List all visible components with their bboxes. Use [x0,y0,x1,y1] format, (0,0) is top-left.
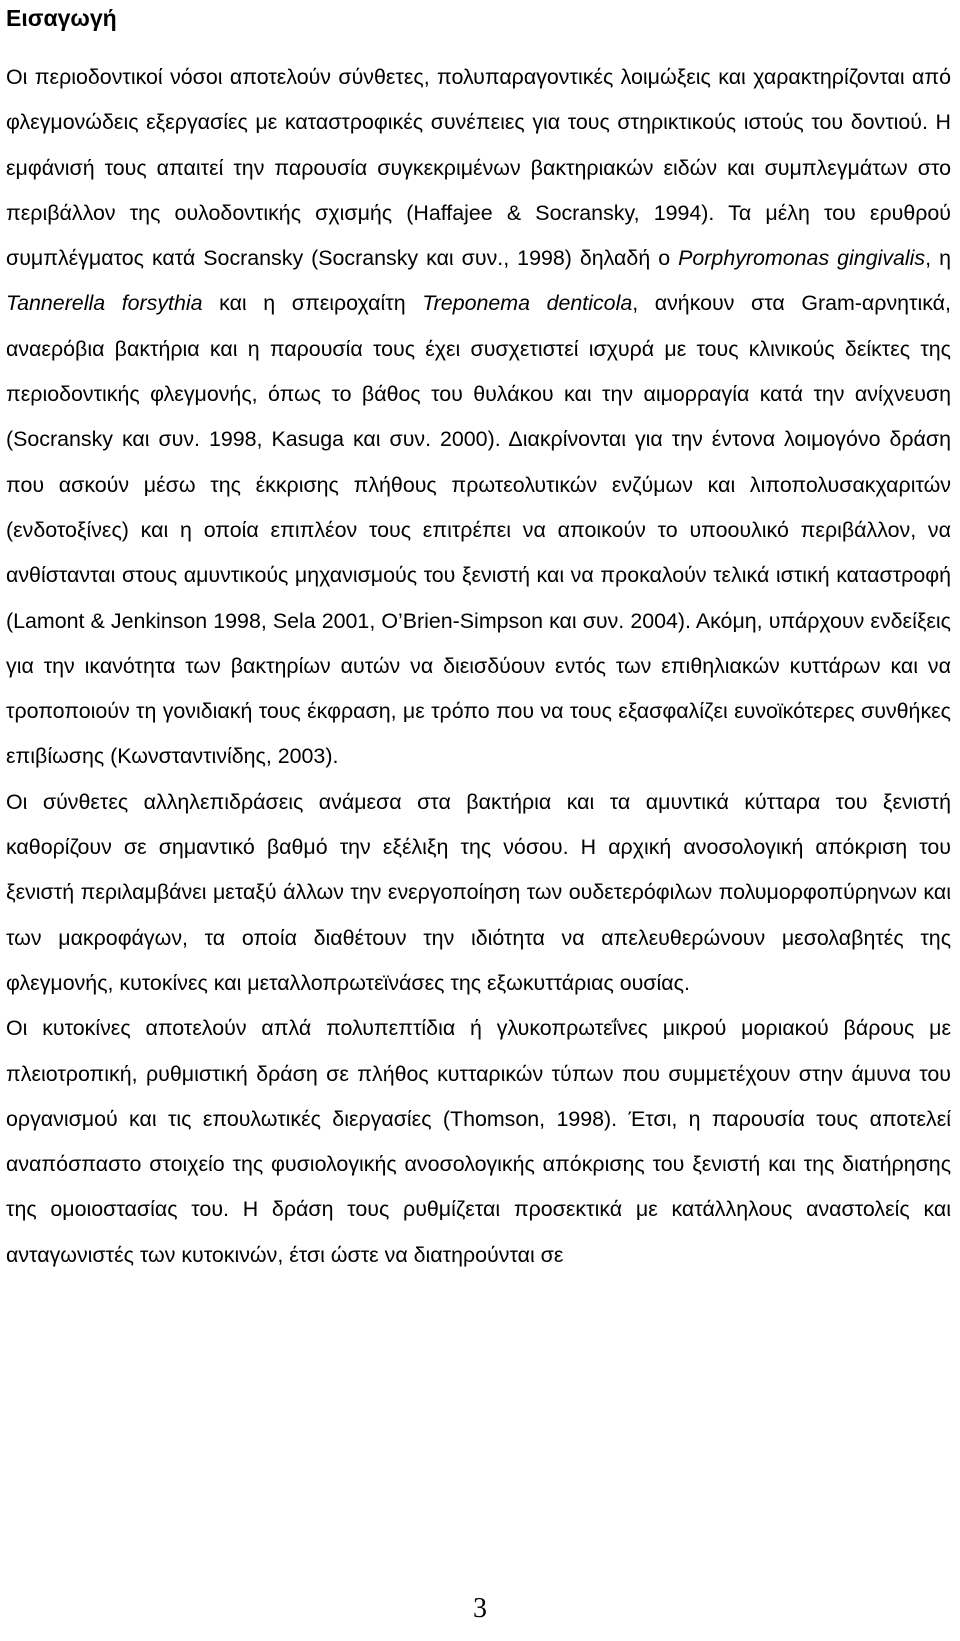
paragraph-2 [6,780,951,1006]
paragraph-1 [6,55,951,780]
species-name-italic: Tannerella forsythia [6,291,203,316]
page-number: 3 [473,1593,487,1624]
species-name-italic: Treponema denticola [422,291,633,316]
paragraph-text: Οι σύνθετες αλληλεπιδράσεις ανάμεσα στα βακτήρια και τα αμυντικά κύτταρα του ξενιστή καθορίζουν σε σημαντικό βαθμό την εξέλιξη της νόσου. Η αρχική ανοσολογική απόκριση του ξενιστή περιλαμβάνει μεταξύ άλλων την ενεργοποίηση των ουδετερόφιλων πολυμορφοπύρηνων και των μακροφάγων, τα οποία διαθέτουν την ιδιότητα να απελευθερώνουν μεσολαβητές της φλεγμονής, κυτοκίνες και μεταλλοπρωτεϊνάσες της εξωκυττάριας ουσίας. [6,789,951,995]
paragraph-text: Οι περιοδοντικοί νόσοι αποτελούν σύνθετες, πολυπαραγοντικές λοιμώξεις και χαρακτηρίζονται από φλεγμονώδεις εξεργασίες με καταστροφικές συνέπειες για τους στηρικτικούς ιστούς του δοντιού. Η εμφάνισή τους απαιτεί την παρουσία συγκεκριμένων βακτηριακών ειδών και συμπλεγμάτων στο περιβάλλον της ουλοδοντικής σχισμής (Haffajee & Socransky, 1994). Τα μέλη του ερυθρού συμπλέγματος κατά Socransky (Socransky και συν., 1998) δηλαδή ο [6,65,951,271]
paragraph-3 [6,1006,951,1278]
species-name-italic: Porphyromonas gingivalis [678,246,926,271]
document-page [6,0,951,1278]
section-heading: Εισαγωγή [6,5,117,31]
paragraph-text: Οι κυτοκίνες αποτελούν απλά πολυπεπτίδια ή γλυκοπρωτεΐνες μικρού μοριακού βάρους με πλειοτροπική, ρυθμιστική δράση σε πλήθος κυτταρικών τύπων που συμμετέχουν στην άμυνα του οργανισμού και τις επουλωτικές διεργασίες (Thomson, 1998). Έτσι, η παρουσία τους αποτελεί αναπόσπαστο στοιχείο της φυσιολογικής ανοσολογικής απόκρισης του ξενιστή και της διατήρησης της ομοιοστασίας του. Η δράση τους ρυθμίζεται προσεκτικά με κατάλληλους αναστολείς και ανταγωνιστές των κυτοκινών, έτσι ώστε να διατηρούνται σε [6,1016,951,1267]
paragraph-text: , η [925,246,951,271]
paragraph-text: και η σπειροχαίτη [202,291,423,316]
paragraph-text: , ανήκουν στα Gram-αρνητικά, αναερόβια βακτήρια και η παρουσία τους έχει συσχετιστεί ισχυρά με τους κλινικούς δείκτες της περιοδοντικής φλεγμονής, όπως το βάθος του θυλάκου και την αιμορραγία κατά την ανίχνευση (Socransky και συν. 1998, Kasuga και συν. 2000). Διακρίνονται για την έντονα λοιμογόνο δράση που ασκούν μέσω της έκκρισης πλήθους πρωτεολυτικών ενζύμων και λιποπολυσακχαριτών (ενδοτοξίνες) και η οποία επιπλέον τους επιτρέπει να αποικούν το υποουλικό περιβάλλον, να ανθίστανται στους αμυντικούς μηχανισμούς του ξενιστή και να προκαλούν τελικά ιστική καταστροφή (Lamont & Jenkinson 1998, Sela 2001, O’Brien-Simpson και συν. 2004). Ακόμη, υπάρχουν ενδείξεις για την ικανότητα των βακτηρίων αυτών να διεισδύουν εντός των επιθηλιακών κυττάρων και να τροποποιούν τη γονιδιακή τους έκφραση, με τρόπο που να τους εξασφαλίζει ευνοϊκότερες συνθήκες επιβίωσης (Κωνσταντινίδης, 2003). [6,291,951,769]
